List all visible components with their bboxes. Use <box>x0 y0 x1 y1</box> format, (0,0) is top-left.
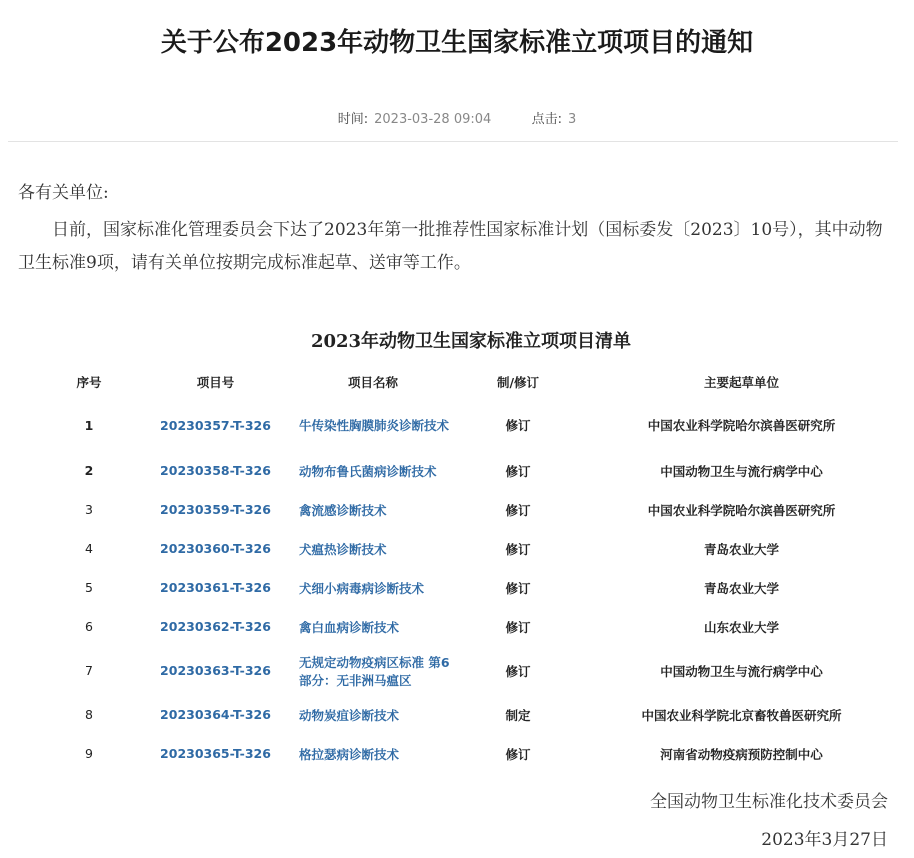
header-kind: 制/修订 <box>496 375 540 390</box>
project-code-link[interactable]: 20230358-T-326 <box>160 463 271 478</box>
row-kind: 修订 <box>505 580 531 596</box>
project-name-link[interactable]: 格拉瑟病诊断技术 <box>299 746 400 762</box>
project-code-link[interactable]: 20230365-T-326 <box>160 746 271 761</box>
signature-organization: 全国动物卫生标准化技术委员会 <box>650 792 888 812</box>
row-no: 3 <box>85 502 93 517</box>
table-row <box>40 607 900 646</box>
row-unit: 河南省动物疫病预防控制中心 <box>660 746 823 762</box>
article-title: 关于公布2023年动物卫生国家标准立项项目的通知 <box>160 28 754 58</box>
project-name-link[interactable]: 无规定动物疫病区标准 第6部分：无非洲马瘟区 <box>299 654 450 688</box>
project-name-link[interactable]: 禽白血病诊断技术 <box>299 619 400 635</box>
row-unit: 青岛农业大学 <box>703 580 779 596</box>
row-unit: 中国动物卫生与流行病学中心 <box>660 663 823 679</box>
table-row <box>40 695 900 734</box>
row-no: 2 <box>84 463 94 478</box>
row-no: 8 <box>85 707 93 722</box>
project-name-link[interactable]: 禽流感诊断技术 <box>299 502 387 518</box>
project-table <box>40 365 900 773</box>
table-header-row <box>40 365 900 399</box>
project-name-link[interactable]: 动物布鲁氏菌病诊断技术 <box>299 463 437 479</box>
notice-paragraph: 日前，国家标准化管理委员会下达了2023年第一批推荐性国家标准计划（国标委发〔2023〕10号），其中动物卫生标准9项，请有关单位按期完成标准起草、送审等工作。 <box>18 220 883 273</box>
signature-date: 2023年3月27日 <box>761 830 888 850</box>
clicks-label: 点击: <box>531 112 562 127</box>
header-code: 项目号 <box>196 375 235 390</box>
row-kind: 修订 <box>505 502 531 518</box>
row-no: 4 <box>85 541 93 556</box>
table-row <box>40 568 900 607</box>
table-row <box>40 490 900 529</box>
row-no: 5 <box>85 580 93 595</box>
row-kind: 修订 <box>505 463 531 479</box>
salutation: 各有关单位: <box>18 183 109 203</box>
project-code-link[interactable]: 20230361-T-326 <box>160 580 271 595</box>
project-name-link[interactable]: 动物炭疽诊断技术 <box>299 707 400 723</box>
header-name: 项目名称 <box>347 375 398 390</box>
project-name-link[interactable]: 犬细小病毒病诊断技术 <box>299 580 425 596</box>
row-kind: 制定 <box>505 707 531 723</box>
row-unit: 中国动物卫生与流行病学中心 <box>660 463 823 479</box>
row-kind: 修订 <box>505 746 531 762</box>
table-title: 2023年动物卫生国家标准立项项目清单 <box>310 331 632 352</box>
row-no: 1 <box>84 417 94 433</box>
project-code-link[interactable]: 20230364-T-326 <box>160 707 271 722</box>
row-unit: 山东农业大学 <box>703 619 779 635</box>
row-unit: 中国农业科学院哈尔滨兽医研究所 <box>647 502 836 518</box>
row-kind: 修订 <box>505 663 531 679</box>
row-unit: 中国农业科学院哈尔滨兽医研究所 <box>647 418 836 433</box>
row-kind: 修订 <box>505 541 531 557</box>
table-row <box>40 646 900 695</box>
row-kind: 修订 <box>505 418 531 433</box>
row-unit: 中国农业科学院北京畜牧兽医研究所 <box>641 707 842 723</box>
table-row <box>40 451 900 490</box>
table-row <box>40 399 900 451</box>
row-no: 9 <box>85 746 93 761</box>
row-no: 7 <box>85 663 93 678</box>
project-code-link[interactable]: 20230360-T-326 <box>160 541 271 556</box>
project-code-link[interactable]: 20230362-T-326 <box>160 619 271 634</box>
project-code-link[interactable]: 20230363-T-326 <box>160 663 271 678</box>
article-meta <box>0 108 914 127</box>
row-no: 6 <box>85 619 93 634</box>
header-no: 序号 <box>76 375 102 390</box>
table-row <box>40 734 900 773</box>
project-name-link[interactable]: 犬瘟热诊断技术 <box>299 541 387 557</box>
time-value: 2023-03-28 09:04 <box>374 112 492 127</box>
table-row <box>40 529 900 568</box>
project-name-link[interactable]: 牛传染性胸膜肺炎诊断技术 <box>299 418 450 433</box>
row-kind: 修订 <box>505 619 531 635</box>
divider <box>8 141 898 142</box>
clicks-value: 3 <box>567 112 577 127</box>
header-unit: 主要起草单位 <box>703 375 779 390</box>
project-code-link[interactable]: 20230359-T-326 <box>160 502 271 517</box>
row-unit: 青岛农业大学 <box>703 541 779 557</box>
project-code-link[interactable]: 20230357-T-326 <box>160 417 271 433</box>
time-label: 时间: <box>337 112 369 127</box>
